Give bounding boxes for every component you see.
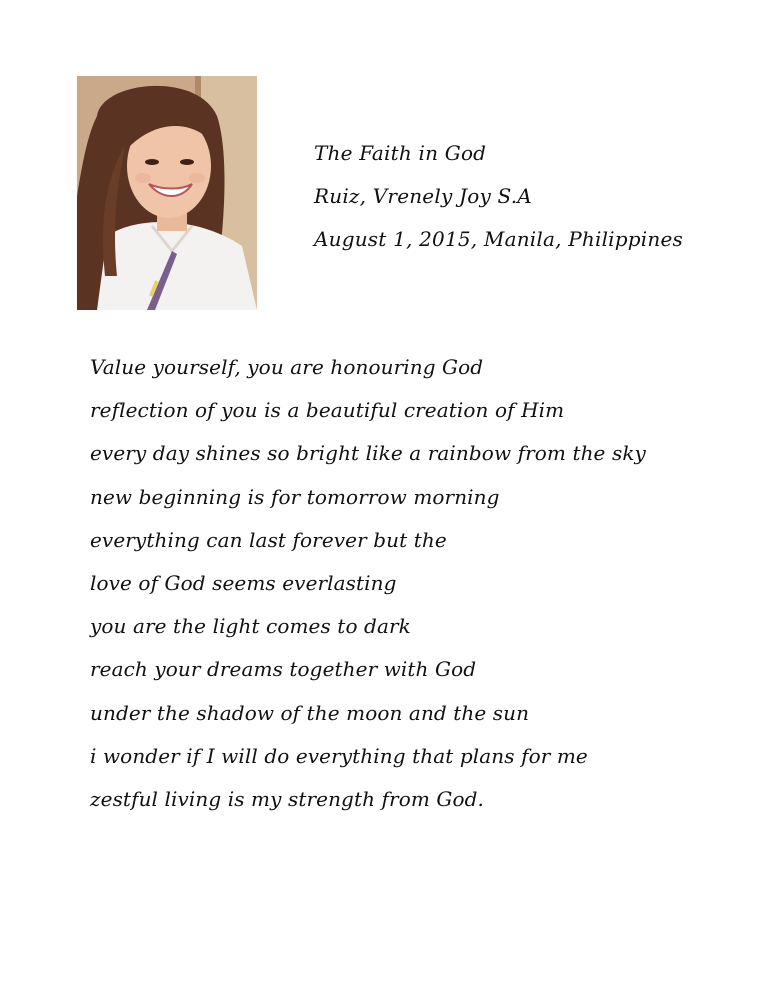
poem-line: zestful living is my strength from God. — [90, 787, 484, 812]
author-name: Ruiz, Vrenely Joy S.A — [314, 184, 532, 208]
poem-line: i wonder if I will do everything that plans for me — [90, 743, 588, 768]
date-and-place: August 1, 2015, Manila, Philippines — [314, 227, 683, 251]
poem-header — [314, 132, 754, 261]
author-photo — [77, 76, 257, 310]
poem-title: The Faith in God — [314, 141, 487, 165]
poem-line: every day shines so bright like a rainbow from the sky — [90, 441, 646, 466]
poem-line: reflection of you is a beautiful creation of Him — [90, 398, 565, 423]
poem-line: everything can last forever but the — [90, 527, 447, 552]
author-portrait-image — [77, 76, 257, 310]
poem-line: reach your dreams together with God — [90, 657, 477, 682]
poem-line: under the shadow of the moon and the sun — [90, 700, 530, 725]
poem-line: you are the light comes to dark — [90, 614, 411, 639]
poem-line: Value yourself, you are honouring God — [90, 355, 484, 379]
poem-line: love of God seems everlasting — [90, 571, 397, 596]
poem-line: new beginning is for tomorrow morning — [90, 484, 500, 509]
poem-body — [90, 346, 740, 821]
